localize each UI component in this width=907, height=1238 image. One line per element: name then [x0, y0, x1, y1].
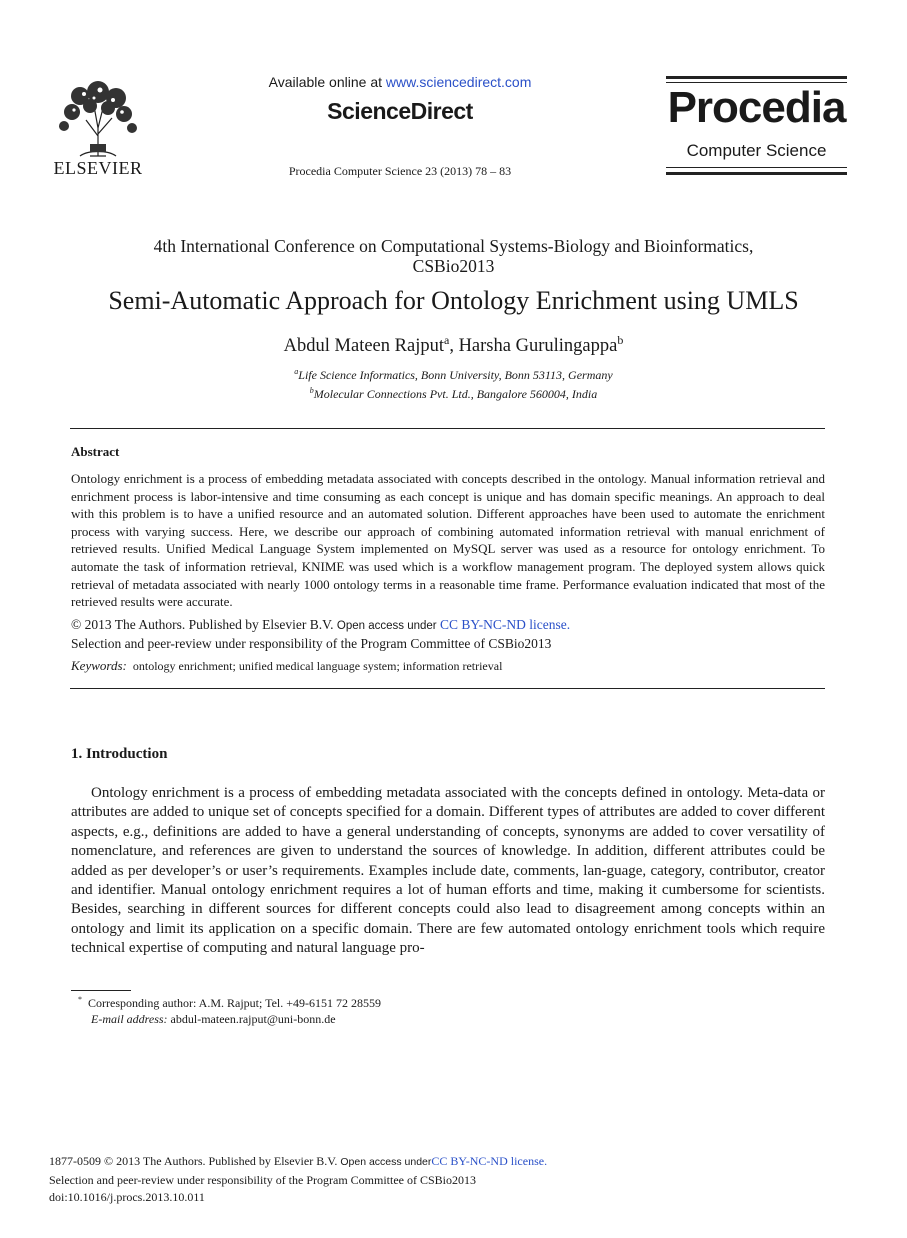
affiliation-a: $^a$Life Science Informatics, Bonn University, Bonn 53113, Germany	[294, 367, 613, 382]
keywords-list: ontology enrichment; unified medical language system; information retrieval	[132, 659, 503, 673]
footer-issn: 1877-0509 © 2013 The Authors. Published by Elsevier B.V.	[49, 1154, 338, 1168]
procedia-rule-top	[666, 76, 847, 79]
affiliations	[100, 364, 807, 402]
email-label: E-mail address:	[91, 1012, 168, 1026]
available-online	[250, 74, 550, 90]
sciencedirect-wordmark: ScienceDirect	[327, 98, 473, 124]
affiliation-b: $^b$Molecular Connections Pvt. Ltd., Bangalore 560004, India	[309, 386, 598, 401]
sciencedirect-link[interactable]: www.sciencedirect.com	[385, 74, 532, 90]
copyright-text: © 2013 The Authors. Published by Elsevier B.V.	[71, 617, 334, 632]
section-heading-introduction: 1. Introduction	[71, 746, 168, 762]
open-access-label: Open access under	[336, 620, 437, 632]
author-list	[100, 333, 807, 357]
conference-name	[60, 236, 847, 276]
abstract-text: Ontology enrichment is a process of embedding metadata associated with concepts described in the ontology. Manual information retrieval and enrichment process is labor-intensive and time consuming as each concept is unique and has domain specific meanings. An approach to deal with this problem is to have a unified resource and an automated solution. Different approaches have been used to automate the enrichment process with varying success. Here, we describe our approach of combining automated information retrieval with manual enrichment of retrieved results. Unified Medical Language System implemented on MySQL server was used as a resource for ontology enrichment. To automate the task of information retrieval, KNIME was used which is a workflow management program. The deployed system allows quick retrieval of metadata associated with nearly 1000 ontology terms in a reasonable time frame. Performance evaluation indicated that most of the retrieved results were accurate.	[71, 471, 825, 610]
footnote-corresponding: * Corresponding author: A.M. Rajput; Tel. +49-6151 72 28559	[78, 995, 382, 1010]
introduction-paragraph: Ontology enrichment is a process of embedding metadata associated with the concepts defined in ontology. Meta-data or attributes are added to unique set of concepts specified for a domain. Different types of attributes are added to cover different aspects, e.g., definitions are added to have a general understanding of concepts, synonyms are added to cover versatility of nomenclature, and references are given to understand the sources of knowledge. In addition, different attributes could be added as per developer’s or user’s requirements. Examples include date, comments, lan-guage, category, contributor, creator and identifier. Manual ontology enrichment requires a lot of human efforts and time, making it cumbersome for scientists. Besides, searching in different sources for different concepts could also lead to disagreement among concepts within an ontology and limit its application on a specific domain. There are few automated ontology enrichment tools which require technical expertise of computing and natural language pro-	[71, 785, 825, 957]
author-name: Abdul Mateen Rajput	[283, 336, 444, 357]
email-address[interactable]: abdul-mateen.rajput@uni-bonn.de	[170, 1012, 336, 1026]
footnote-mark: *	[78, 995, 82, 1004]
license-link[interactable]: CC BY-NC-ND license.	[440, 617, 571, 632]
footer-license-link[interactable]: CC BY-NC-ND license.	[431, 1154, 548, 1168]
conference-line2: CSBio2013	[412, 256, 495, 276]
elsevier-logo-text: ELSEVIER	[53, 158, 143, 178]
paper-title: Semi-Automatic Approach for Ontology Enrichment using UMLS	[108, 286, 799, 315]
author-affil-mark: b	[617, 333, 624, 347]
author-separator: ,	[449, 336, 459, 357]
keywords-label: Keywords:	[71, 658, 127, 673]
procedia-rule-bottom	[666, 172, 847, 175]
footnote-email	[91, 1012, 336, 1027]
footer-selection: Selection and peer-review under responsibility of the Program Committee of CSBio2013	[49, 1172, 477, 1187]
footer-open-access: Open access under	[340, 1156, 432, 1168]
available-online-label: Available online at	[268, 74, 382, 90]
selection-text: Selection and peer-review under responsibility of the Program Committee of CSBio2013	[71, 636, 552, 651]
procedia-logo: Procedia	[667, 83, 846, 132]
procedia-rule-bottom-thin	[666, 167, 847, 168]
conference-line1: 4th International Conference on Computational Systems-Biology and Bioinformatics,	[153, 236, 754, 256]
procedia-subtitle: Computer Science	[686, 141, 827, 160]
footnote-rule	[71, 990, 131, 991]
keywords	[71, 658, 825, 674]
abstract-copyright	[71, 616, 825, 652]
author-affil-mark: a	[443, 333, 450, 347]
page-footer	[49, 1153, 849, 1207]
journal-citation: Procedia Computer Science 23 (2013) 78 – 83	[288, 164, 512, 178]
abstract-top-rule	[70, 428, 825, 429]
abstract-heading: Abstract	[71, 444, 120, 459]
footer-doi: doi:10.1016/j.procs.2013.10.011	[49, 1190, 205, 1204]
author-name: Harsha Gurulingappa	[458, 336, 618, 357]
abstract-bottom-rule	[70, 688, 825, 689]
